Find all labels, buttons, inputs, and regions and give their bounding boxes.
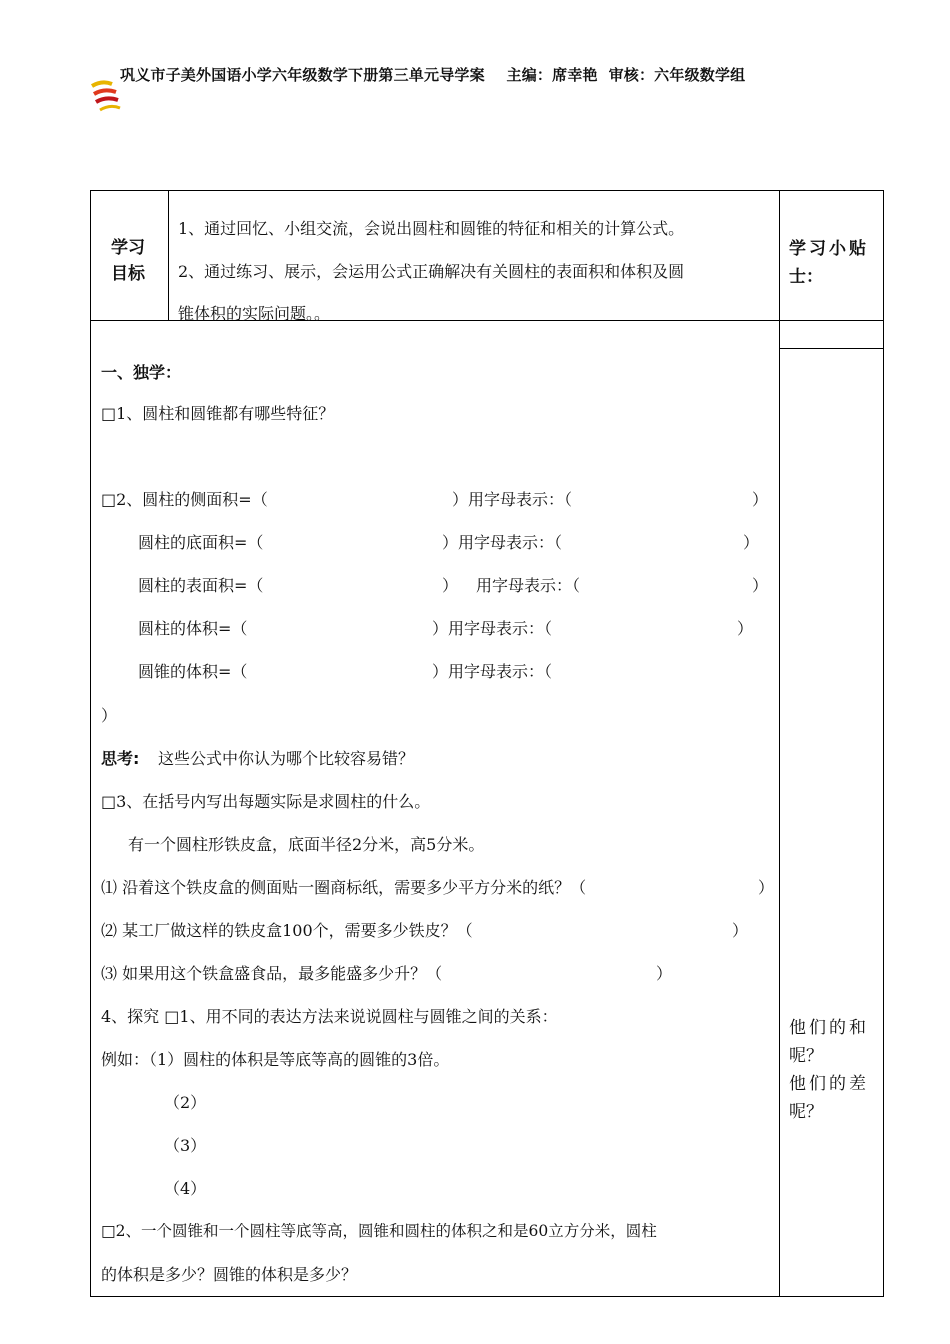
example-4: （4） — [164, 1179, 207, 1198]
objective-2: 2、通过练习、展示，会运用公式正确解决有关圆柱的表面积和体积及圆 — [178, 262, 685, 281]
tip-question-1: 他们的和 — [789, 1018, 869, 1038]
question-3: □3、在括号内写出每题实际是求圆柱的什么。 — [101, 792, 431, 811]
objectives-label-1: 学习 — [111, 238, 145, 258]
tips-title-2: 士： — [789, 267, 823, 287]
tip-question-2: 呢？ — [789, 1046, 823, 1066]
tip-question-4: 呢？ — [789, 1102, 823, 1122]
header-reviewer: 审核：六年级数学组 — [608, 66, 746, 84]
header-editor: 主编：席幸艳 — [506, 66, 598, 84]
question-3-context: 有一个圆柱形铁皮盒，底面半径2分米，高5分米。 — [128, 835, 485, 854]
page-header — [120, 64, 745, 85]
question-4: 4、探究 □1、用不同的表达方法来说说圆柱与圆锥之间的关系： — [101, 1007, 558, 1026]
objective-1: 1、通过回忆、小组交流，会说出圆柱和圆锥的特征和相关的计算公式。 — [178, 219, 685, 238]
tips-title-1: 学习小贴 — [789, 239, 869, 259]
objective-3: 锥体积的实际问题。。 — [178, 304, 331, 323]
school-logo-icon — [88, 78, 124, 118]
question-5-line-1: □2、一个圆锥和一个圆柱等底等高，圆锥和圆柱的体积之和是60立方分米，圆柱 — [101, 1222, 657, 1240]
question-5-line-2: 的体积是多少？圆锥的体积是多少？ — [101, 1265, 358, 1284]
objectives-label-2: 目标 — [111, 264, 145, 284]
example-1: 例如：（1）圆柱的体积是等底等高的圆锥的3倍。 — [101, 1050, 450, 1069]
section-independent-study: 一、独学： — [101, 363, 182, 382]
example-3: （3） — [164, 1136, 207, 1155]
header-title: 巩义市子美外国语小学六年级数学下册第三单元导学案 — [120, 66, 485, 84]
example-2: （2） — [164, 1093, 207, 1112]
tip-question-3: 他们的差 — [789, 1074, 869, 1094]
question-1: □1、圆柱和圆锥都有哪些特征？ — [101, 404, 335, 423]
